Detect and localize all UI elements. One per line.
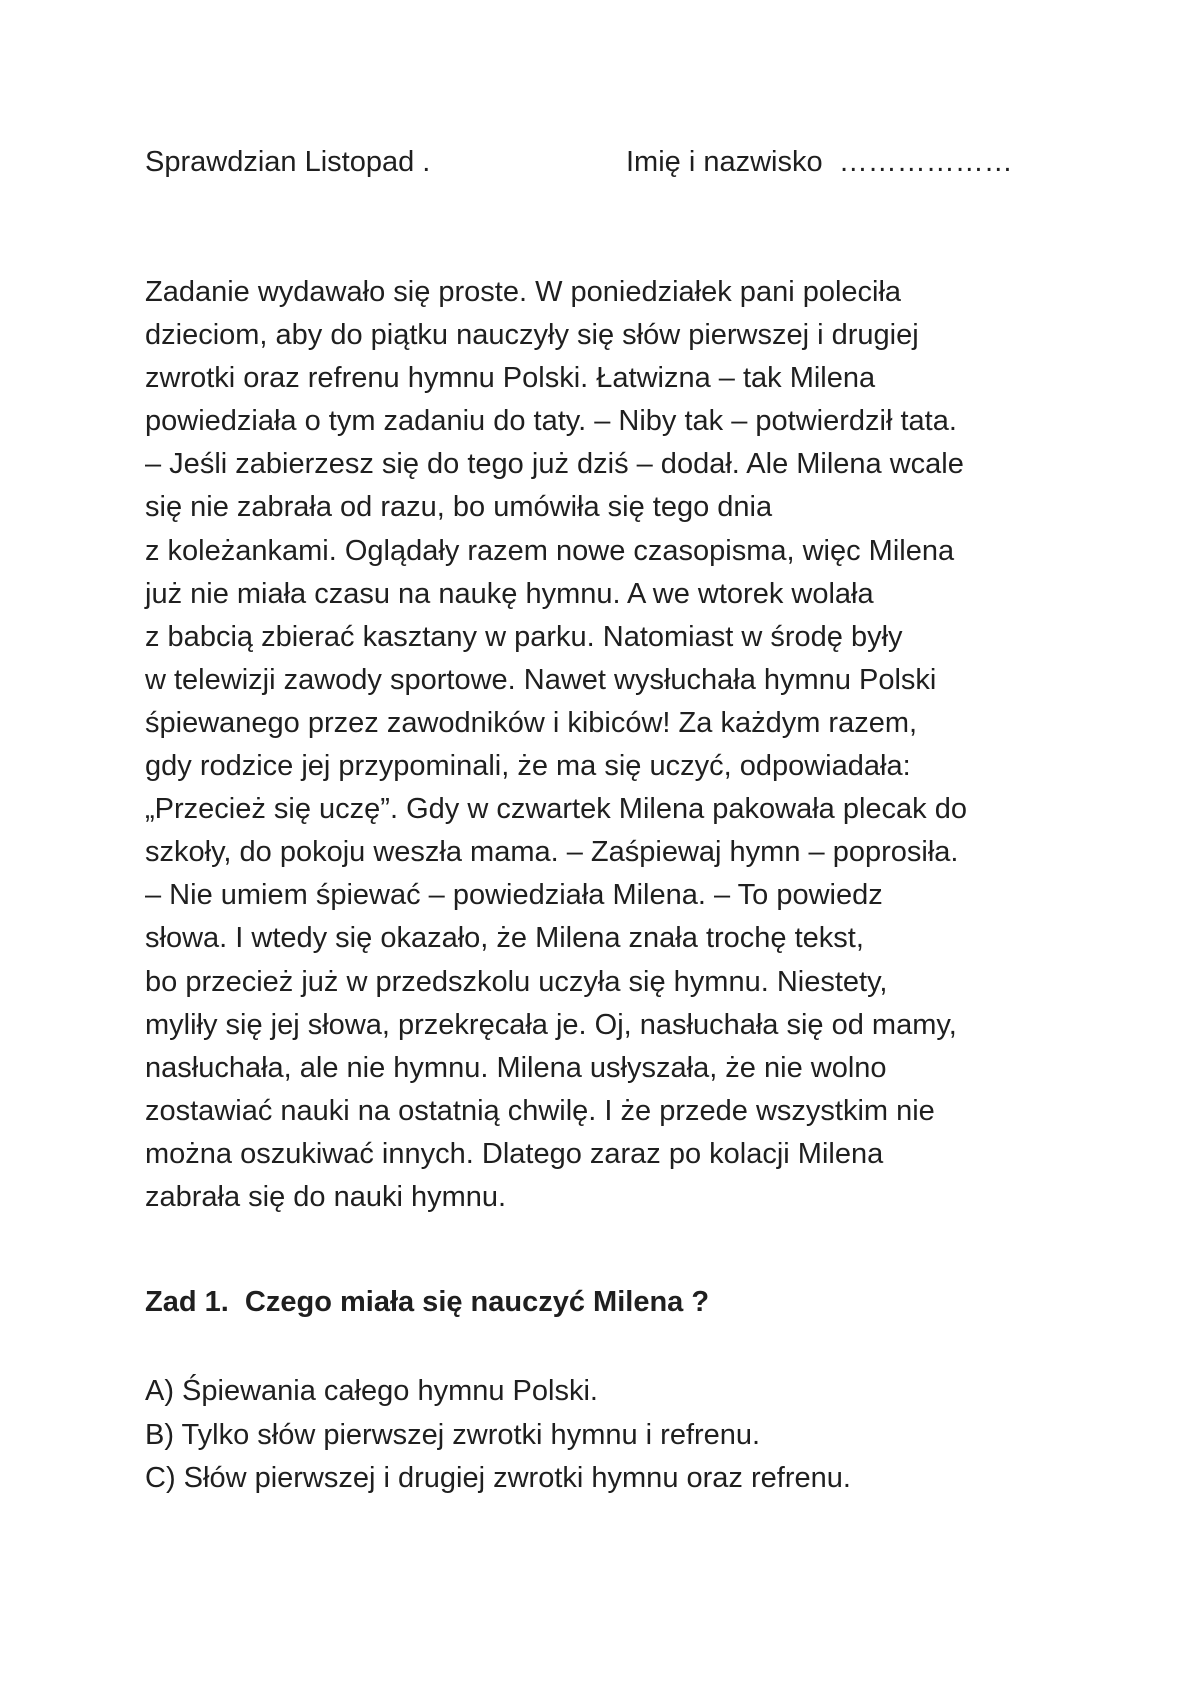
- story-line: można oszukiwać innych. Dlatego zaraz po kolacji Milena: [145, 1137, 884, 1170]
- story-line: gdy rodzice jej przypominali, że ma się uczyć, odpowiadała:: [145, 750, 911, 783]
- story-line: już nie miała czasu na naukę hymnu. A we wtorek wolała: [145, 577, 874, 610]
- story-line: powiedziała o tym zadaniu do taty. – Niby tak – potwierdził tata.: [145, 405, 957, 438]
- story-line: w telewizji zawody sportowe. Nawet wysłuchała hymnu Polski: [145, 663, 937, 696]
- answer-option-c: C) Słów pierwszej i drugiej zwrotki hymnu oraz refrenu.: [145, 1462, 851, 1494]
- story-line: zwrotki oraz refrenu hymnu Polski. Łatwizna – tak Milena: [145, 362, 876, 395]
- story-line: bo przecież już w przedszkolu uczyła się hymnu. Niestety,: [145, 965, 888, 998]
- story-line: szkoły, do pokoju weszła mama. – Zaśpiewaj hymn – poprosiła.: [145, 836, 959, 869]
- story-line: – Jeśli zabierzesz się do tego już dziś – dodał. Ale Milena wcale: [145, 448, 964, 481]
- answer-options: [145, 1370, 1105, 1501]
- worksheet-title: Sprawdzian Listopad .: [145, 146, 431, 178]
- story-line: dzieciom, aby do piątku nauczyły się słów pierwszej i drugiej: [145, 319, 919, 352]
- story-line: Zadanie wydawało się proste. W poniedziałek pani poleciła: [145, 276, 902, 308]
- story-line: zostawiać nauki na ostatnią chwilę. I że przede wszystkim nie: [145, 1094, 935, 1127]
- answer-option-b: B) Tylko słów pierwszej zwrotki hymnu i refrenu.: [145, 1418, 761, 1451]
- story-line: z babcią zbierać kasztany w parku. Natomiast w środę były: [145, 620, 903, 653]
- worksheet-header: [145, 142, 1085, 182]
- story-line: – Nie umiem śpiewać – powiedziała Milena. – To powiedz: [145, 879, 883, 912]
- answer-option-a: A) Śpiewania całego hymnu Polski.: [145, 1375, 598, 1407]
- question-heading: Zad 1. Czego miała się nauczyć Milena ?: [145, 1286, 710, 1318]
- story-line: z koleżankami. Oglądały razem nowe czasopisma, więc Milena: [145, 534, 955, 567]
- story-line: zabrała się do nauki hymnu.: [145, 1180, 507, 1213]
- student-name-field: Imię i nazwisko ………………: [626, 146, 1013, 178]
- story-line: śpiewanego przez zawodników i kibiców! Za każdym razem,: [145, 706, 918, 739]
- story-line: się nie zabrała od razu, bo umówiła się tego dnia: [145, 491, 773, 524]
- story-line: „Przecież się uczę”. Gdy w czwartek Milena pakowała plecak do: [145, 793, 967, 826]
- story-line: myliły się jej słowa, przekręcała je. Oj, nasłuchała się od mamy,: [145, 1008, 957, 1041]
- story-line: nasłuchała, ale nie hymnu. Milena usłyszała, że nie wolno: [145, 1051, 887, 1084]
- story-text: [145, 271, 1105, 1219]
- story-line: słowa. I wtedy się okazało, że Milena znała trochę tekst,: [145, 922, 864, 955]
